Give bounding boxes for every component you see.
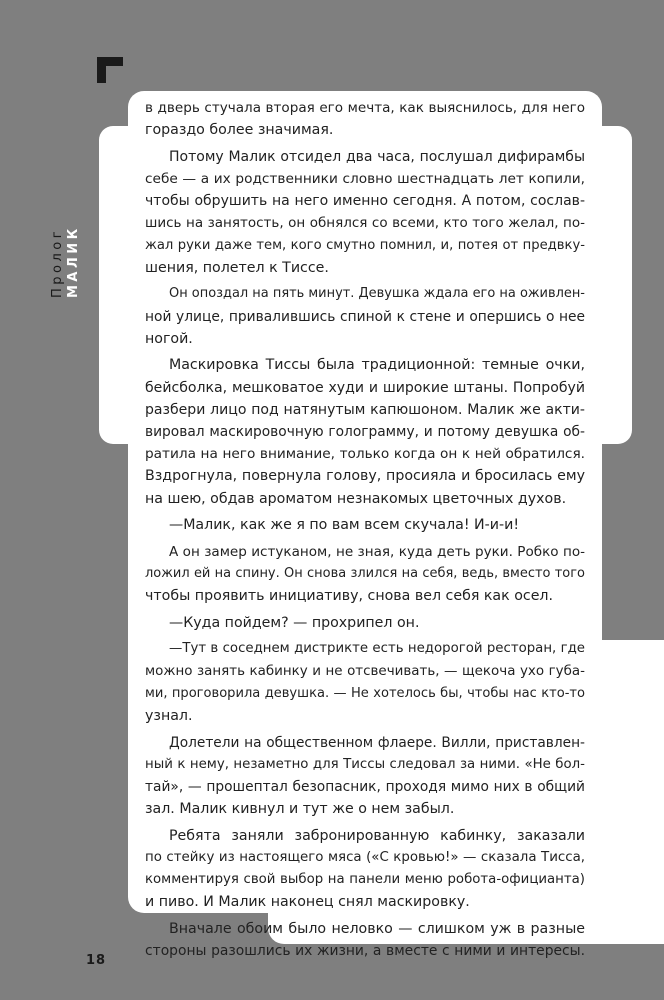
text-line: —Тут в соседнем дистрикте есть недорогой ресторан, где xyxy=(169,641,585,657)
text-line: комментируя свой выбор на панели меню робота-официанта) xyxy=(145,872,585,888)
text-line: ный к нему, незаметно для Тиссы следовал за ними. «Не бол- xyxy=(145,756,585,772)
text-line: гораздо более значимая. xyxy=(145,122,334,139)
text-line: ногой. xyxy=(145,330,193,347)
chapter-label-top: Пролог xyxy=(50,227,65,298)
page-number: 18 xyxy=(86,953,107,968)
text-line: бейсболка, мешковатое худи и широкие штаны. Попробуй xyxy=(145,379,585,396)
text-line: можно занять кабинку и не отсвечивать, — щекоча ухо губа- xyxy=(145,663,585,679)
text-line: ной улице, привалившись спиной к стене и опершись о нее xyxy=(145,308,585,325)
text-line: чтобы проявить инициативу, снова вел себя как осел. xyxy=(145,588,553,605)
corner-bracket-icon xyxy=(97,57,123,83)
text-line: тай», — прошептал безопасник, проходя мимо них в общий xyxy=(145,779,585,796)
text-line: в дверь стучала вторая его мечта, как выяснилось, для него xyxy=(145,100,585,116)
text-line: себе — а их родственники словно шестнадцать лет копили, xyxy=(145,171,585,187)
text-line: вировал маскировочную голограмму, и потому девушка об- xyxy=(145,424,585,441)
text-line: Он опоздал на пять минут. Девушка ждала его на оживлен- xyxy=(169,286,585,302)
text-line: зал. Малик кивнул и тут же о нем забыл. xyxy=(145,801,455,818)
text-line: на шею, обдав ароматом незнакомых цветочных духов. xyxy=(145,490,567,507)
text-line: по стейку из настоящего мяса («С кровью!» — сказала Тисса, xyxy=(145,850,585,866)
text-line: А он замер истуканом, не зная, куда деть руки. Робко по- xyxy=(169,543,585,560)
text-line: разбери лицо под натянутым капюшоном. Малик же акти- xyxy=(145,401,585,418)
chapter-label-bottom: МАЛИК xyxy=(66,225,81,298)
text-line: Вначале обоим было неловко — слишком уж в разные xyxy=(169,921,585,938)
text-line: Вздрогнула, повернула голову, просияла и бросилась ему xyxy=(145,468,585,485)
text-line: ложил ей на спину. Он снова злился на себя, ведь, вместо того xyxy=(145,566,585,582)
text-line: —Малик, как же я по вам всем скучала! И-и-и! xyxy=(169,517,520,534)
text-line: стороны разошлись их жизни, а вместе с ними и интересы. xyxy=(145,943,585,960)
chapter-label xyxy=(50,225,82,298)
text-line: жал руки даже тем, кого смутно помнил, и, потея от предвку- xyxy=(145,237,585,253)
text-line: шения, полетел к Тиссе. xyxy=(145,259,329,276)
text-line: чтобы обрушить на него именно сегодня. А потом, сослав- xyxy=(145,193,585,210)
body-text xyxy=(145,97,585,962)
text-line: ратила на него внимание, только когда он к ней обратился. xyxy=(145,446,585,463)
text-line: Ребята заняли забронированную кабинку, заказали xyxy=(169,827,585,844)
text-line: Потому Малик отсидел два часа, послушал дифирамбы xyxy=(169,148,585,165)
text-line: и пиво. И Малик наконец снял маскировку. xyxy=(145,894,470,911)
text-line: Долетели на общественном флаере. Вилли, приставлен- xyxy=(169,734,585,751)
text-line: Маскировка Тиссы была традиционной: темные очки, xyxy=(169,357,585,374)
text-line: ми, проговорила девушка. — Не хотелось бы, чтобы нас кто-то xyxy=(145,685,585,701)
text-line: шись на занятость, он обнялся со всеми, кто того желал, по- xyxy=(145,215,585,232)
text-line: —Куда пойдем? — прохрипел он. xyxy=(169,614,420,631)
text-line: узнал. xyxy=(145,708,193,725)
